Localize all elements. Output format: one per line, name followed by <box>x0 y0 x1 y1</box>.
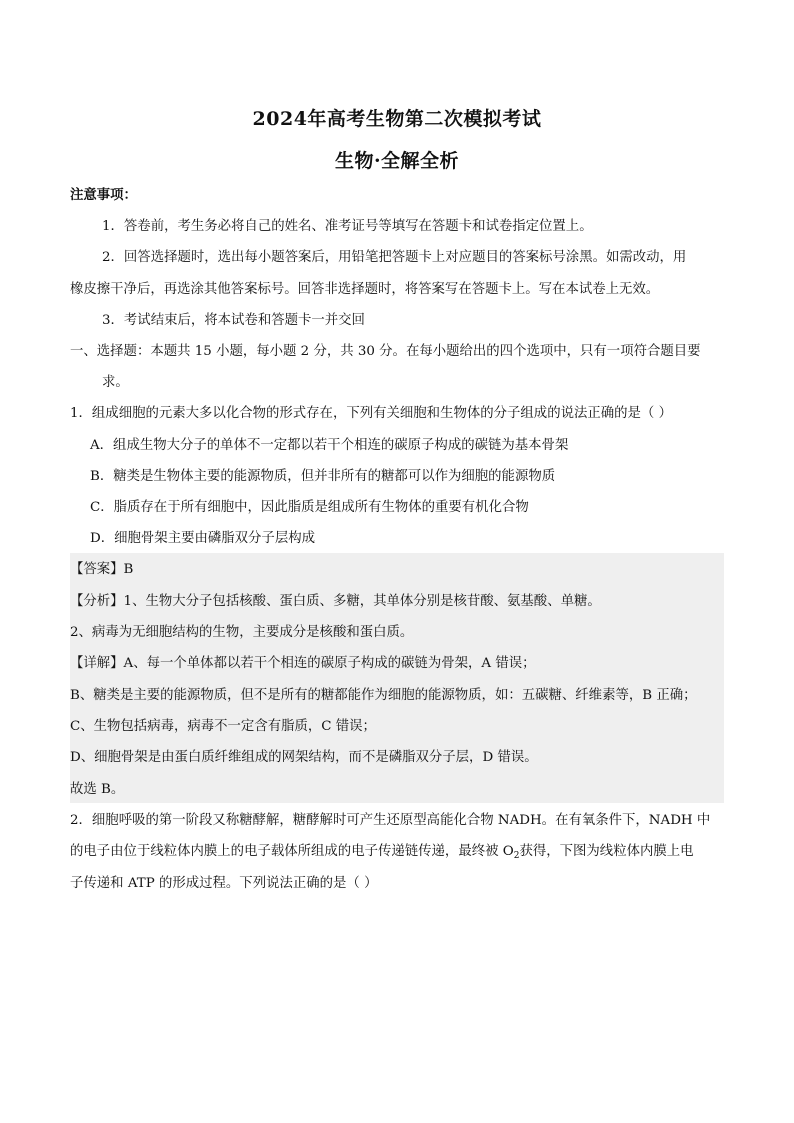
q1-conclusion: 故选 B。 <box>70 782 125 797</box>
exam-title: 2024年高考生物第二次模拟考试 <box>252 108 542 130</box>
notice-heading: 注意事项： <box>70 187 137 203</box>
q1-option-b: B．糖类是生物体主要的能源物质，但并非所有的糖都可以作为细胞的能源物质 <box>90 469 556 484</box>
notice-item-2: 2．回答选择题时，选出每小题答案后，用铅笔把答题卡上对应题目的答案标号涂黑。如需改动，用 <box>102 250 687 265</box>
q1-option-a: A．组成生物大分子的单体不一定都以若干个相连的碳原子构成的碳链为基本骨架 <box>90 438 569 453</box>
section-heading: 一、选择题：本题共 15 小题，每小题 2 分，共 30 分。在每小题给出的四个选项中，只有一项符合题目要 <box>70 344 701 359</box>
q2-stem-line-2 <box>70 843 694 865</box>
q1-option-c: C．脂质存在于所有细胞中，因此脂质是组成所有生物体的重要有机化合物 <box>90 500 529 515</box>
q1-detail-a: 【详解】A、每一个单体都以若干个相连的碳原子构成的碳链为骨架，A 错误； <box>70 656 536 671</box>
q2-line2-pre: 的电子由位于线粒体内膜上的电子载体所组成的电子传递链传递，最终被 O <box>70 844 514 859</box>
q1-detail-d: D、细胞骨架是由蛋白质纤维组成的网架结构，而不是磷脂双分子层，D 错误。 <box>70 750 538 765</box>
q1-analysis-1: 【分析】1、生物大分子包括核酸、蛋白质、多糖，其单体分别是核苷酸、氨基酸、单糖。 <box>70 594 601 609</box>
q2-stem-line-3: 子传递和 ATP 的形成过程。下列说法正确的是（ ） <box>70 876 378 891</box>
q1-analysis-2: 2、病毒为无细胞结构的生物，主要成分是核酸和蛋白质。 <box>70 625 414 640</box>
section-heading-cont: 求。 <box>102 375 129 390</box>
exam-subtitle: 生物·全解全析 <box>334 150 460 172</box>
q1-answer: 【答案】B <box>70 562 134 577</box>
q1-option-d: D．细胞骨架主要由磷脂双分子层构成 <box>90 531 315 546</box>
q1-detail-b: B、糖类是主要的能源物质，但不是所有的糖都能作为细胞的能源物质，如：五碳糖、纤维素等，B 正确； <box>70 688 697 703</box>
q2-line2-post: 获得，下图为线粒体内膜上电 <box>519 844 694 859</box>
q1-detail-c: C、生物包括病毒，病毒不一定含有脂质，C 错误； <box>70 719 376 734</box>
q2-stem-line-1: 2．细胞呼吸的第一阶段又称糖酵解，糖酵解时可产生还原型高能化合物 NADH。在有氧条件下，NADH 中 <box>70 813 711 828</box>
notice-item-2-cont: 橡皮擦干净后，再选涂其他答案标号。回答非选择题时，将答案写在答题卡上。写在本试卷上无效。 <box>70 282 660 297</box>
q1-stem: 1．组成细胞的元素大多以化合物的形式存在，下列有关细胞和生物体的分子组成的说法正确的是（ ） <box>70 406 672 421</box>
q2-line2-sub: 2 <box>513 851 520 861</box>
notice-item-3: 3．考试结束后，将本试卷和答题卡一并交回 <box>102 313 365 328</box>
notice-item-1: 1．答卷前，考生务必将自己的姓名、准考证号等填写在答题卡和试卷指定位置上。 <box>102 219 593 234</box>
